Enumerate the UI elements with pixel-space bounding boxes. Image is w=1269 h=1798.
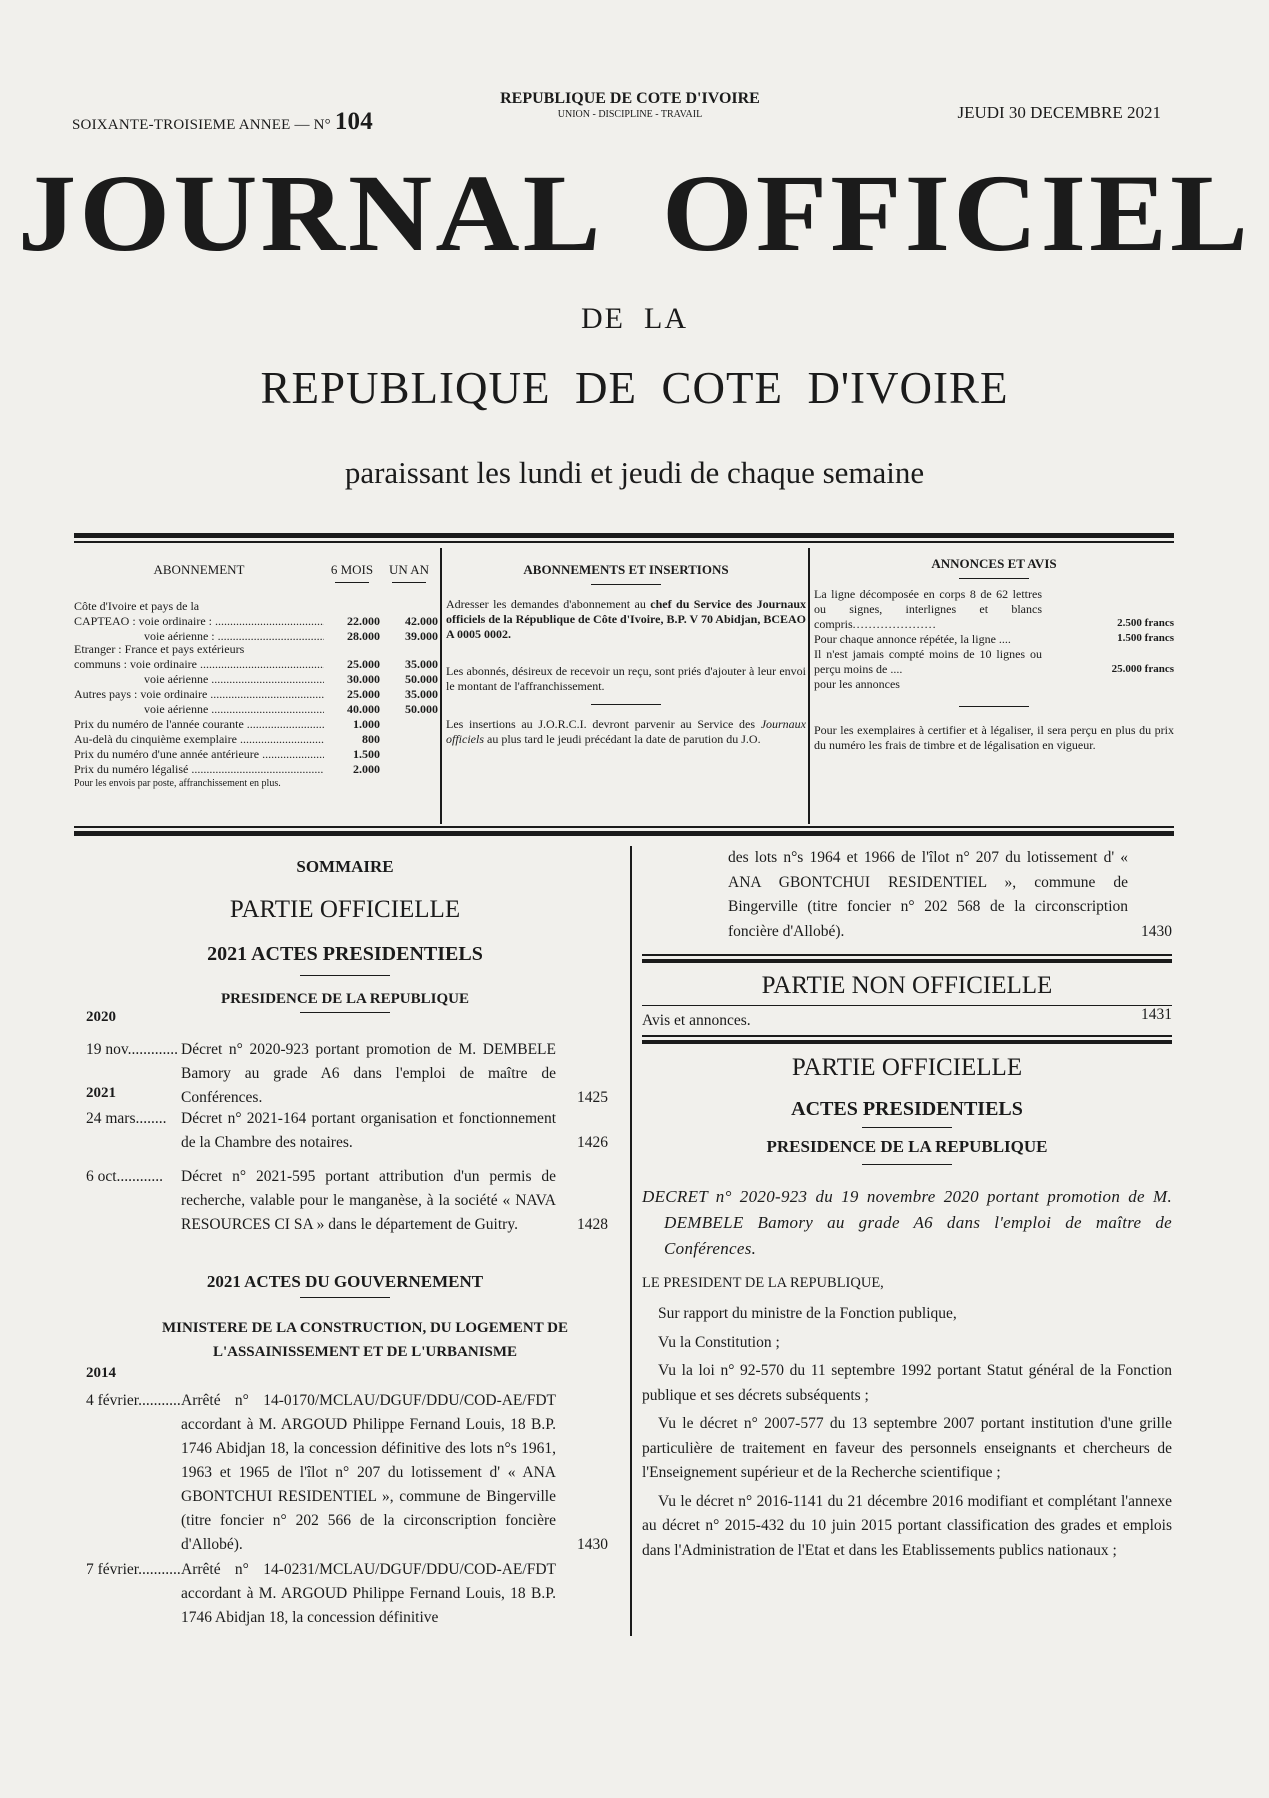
price-label: Prix du numéro légalisé .....	[74, 762, 324, 777]
sommaire-rule-2	[300, 1012, 390, 1013]
edition-label: SOIXANTE-TROISIEME ANNEE — N°	[72, 117, 331, 133]
rate-row	[74, 702, 438, 717]
rate-six-months: 25.000	[347, 687, 380, 702]
sommaire-partie-officielle: PARTIE OFFICIELLE	[229, 896, 461, 923]
year-2021: 2021	[86, 1085, 116, 1101]
box-top-rule-thin	[74, 541, 1174, 543]
right-rule-3	[642, 1035, 1172, 1037]
right-rule-3b	[642, 1040, 1172, 1044]
decree-title: DECRET n° 2020-923 du 19 novembre 2020 portant promotion de M. DEMBELE Bamory au grade A6 dans l'emploi de maître de Conférences.	[642, 1187, 1172, 1258]
deadline-part-b: au plus tard le jeudi précédant la date de parution du J.O.	[487, 732, 761, 747]
entry-date: 7 février...........	[86, 1561, 181, 1578]
decree-paragraph: Vu la Constitution ;	[658, 1333, 780, 1351]
entry-text: Décret n° 2021-164 portant organisation et fonctionnement de la Chambre des notaires.	[181, 1110, 556, 1151]
price-value: 1.000	[353, 717, 380, 732]
rate-one-year: 42.000	[405, 614, 438, 629]
rate-one-year: 50.000	[405, 702, 438, 717]
entry-page: 1425	[577, 1089, 608, 1106]
masthead-republic: REPUBLIQUE DE COTE D'IVOIRE	[260, 363, 1009, 413]
continuation-page: 1430	[1141, 922, 1172, 940]
subscriptions-and-insertions	[446, 548, 806, 820]
rate-label: communs : voie ordinaire .....	[74, 657, 324, 672]
deadline-journals: Journaux officiels	[446, 717, 807, 747]
entry-date: 4 février...........	[86, 1392, 181, 1409]
price-value: 1.500	[353, 747, 380, 762]
insertions-heading: ABONNEMENTS ET INSERTIONS	[523, 562, 729, 577]
masthead-de-la: DE LA	[581, 302, 688, 335]
entry-text: Arrêté n° 14-0170/MCLAU/DGUF/DDU/COD-AE/FDT accordant à M. ARGOUD Philippe Fernand Louis, 18 B.P. 1746 Abidjan 18, la concession définitive des lots n°s 1961, 1963 et 1965 de l'îlot n° 207 du lotissement d' « ANA GBONTCHUI RESIDENTIEL », commune de Bingerville (titre foncier n° 202 566 de la circonscription foncière d'Allobé).	[181, 1392, 556, 1553]
announce-line-rate: La ligne décomposée en corps 8 de 62 lettres ou signes, interlignes et blancs compris	[814, 587, 1042, 632]
decree-body	[642, 1302, 1172, 1563]
right-rule-1	[642, 954, 1172, 956]
price-row	[74, 747, 438, 762]
rate-six-months	[324, 642, 380, 657]
address-lead: Adresser les demandes d'abonnement au	[446, 597, 646, 612]
rate-row	[74, 642, 438, 657]
box-bottom-rule	[74, 826, 1174, 828]
postal-note: Pour les envois par poste, affranchissement en plus.	[74, 778, 281, 790]
sommaire-actes-presidentiels: 2021 ACTES PRESIDENTIELS	[207, 943, 483, 965]
national-motto: UNION - DISCIPLINE - TRAVAIL	[557, 109, 703, 120]
subscription-rates	[74, 548, 438, 820]
rate-label: Etranger : France et pays extérieurs	[74, 642, 245, 657]
price-value: 800	[362, 732, 380, 747]
decree-paragraph: Sur rapport du ministre de la Fonction publique,	[658, 1305, 957, 1322]
actes-presidentiels-heading: ACTES PRESIDENTIELS	[791, 1098, 1023, 1120]
entry-text: Arrêté n° 14-0231/MCLAU/DGUF/DDU/COD-AE/FDT accordant à M. ARGOUD Philippe Fernand Louis, 18 B.P. 1746 Abidjan 18, la concession définitive	[181, 1561, 556, 1626]
year-2020: 2020	[86, 1009, 116, 1025]
right-rule-1b	[642, 959, 1172, 963]
insertion-deadline	[446, 717, 806, 747]
edition-line	[72, 108, 373, 136]
price-label: Prix du numéro d'une année antérieure .....	[74, 747, 324, 762]
entry-page: 1428	[577, 1216, 608, 1233]
sommaire-ministere: MINISTERE DE LA CONSTRUCTION, DU LOGEMENT DE L'ASSAINISSEMENT ET DE L'URBANISME	[161, 1320, 569, 1360]
rate-one-year	[380, 642, 438, 657]
rate-one-year: 35.000	[405, 687, 438, 702]
entry-date: 6 oct............	[86, 1168, 164, 1185]
price-label: Prix du numéro de l'année courante .....	[74, 717, 324, 732]
sommaire-presidence: PRESIDENCE DE LA REPUBLIQUE	[221, 991, 469, 1007]
partie-officielle-heading: PARTIE OFFICIELLE	[791, 1054, 1023, 1081]
right-column	[642, 846, 1172, 944]
decree-paragraph: Vu la loi n° 92-570 du 11 septembre 1992 portant Statut général de la Fonction publique et ses décrets subséquents ;	[642, 1362, 1172, 1404]
rate-label: voie aérienne : .....	[74, 629, 324, 644]
announce-minimum: Il n'est jamais compté moins de 10 lignes ou perçu moins de	[814, 647, 1042, 677]
announce-price-1: 2.500 francs	[1117, 617, 1174, 630]
announce-price-2: 1.500 francs	[1117, 632, 1174, 645]
rate-one-year: 39.000	[405, 629, 438, 644]
announcements-rates: ANNONCES ET AVIS La ligne décomposée en corps 8 de 62 lettres ou signes, interlignes et blancs compris..................... 2.500 francs Pour chaque annonce répétée, la ligne .... 1.500 francs Il n'est jamais compté moins de 10 lignes ou perçu moins de .... 25.000 francs pour les annonces Pour les exemplaires à certifier et à légaliser, il sera perçu en plus du prix du numéro les frais de timbre et de légalisation en vigueur.	[814, 556, 1174, 753]
right-rule-5	[862, 1164, 952, 1165]
right-rule-2	[642, 1005, 1172, 1006]
publication-frequency: paraissant les lundi et jeudi de chaque semaine	[344, 455, 925, 490]
rate-six-months: 28.000	[347, 629, 380, 644]
avis-annonces: Avis et annonces.	[642, 1012, 751, 1029]
rate-row	[74, 672, 438, 687]
rate-six-months: 25.000	[347, 657, 380, 672]
price-label: Au-delà du cinquième exemplaire .....	[74, 732, 324, 747]
box-divider-1	[440, 548, 442, 824]
le-president: LE PRESIDENT DE LA REPUBLIQUE,	[642, 1275, 884, 1291]
col-one-year: UN AN	[388, 562, 430, 577]
price-row	[74, 762, 438, 777]
rate-six-months: 22.000	[347, 614, 380, 629]
rate-row	[74, 687, 438, 702]
rate-six-months: 40.000	[347, 702, 380, 717]
region-cote-label: Côte d'Ivoire et pays de la	[74, 599, 200, 614]
decree-paragraph: Vu le décret n° 2016-1141 du 21 décembre 2016 modifiant et complétant l'annexe au décret n° 2015-432 du 10 juin 2015 portant classification des grades et emplois dans l'Administration de l'Etat et dans les Etablissements publics nationaux ;	[642, 1492, 1172, 1559]
receipt-note: Les abonnés, désireux de recevoir un reçu, sont priés d'ajouter à leur envoi le montant de l'affranchissement.	[446, 664, 806, 694]
rate-rows	[74, 614, 438, 717]
presidence-heading: PRESIDENCE DE LA REPUBLIQUE	[766, 1137, 1048, 1156]
single-issue-prices	[74, 717, 438, 777]
year-2014: 2014	[86, 1365, 116, 1381]
entry-page: 1426	[577, 1134, 608, 1151]
rate-label: voie aérienne .....	[74, 672, 324, 687]
rate-six-months: 30.000	[347, 672, 380, 687]
entry-date: 19 nov.............	[86, 1041, 178, 1058]
announcements-heading: ANNONCES ET AVIS	[931, 556, 1057, 571]
price-row	[74, 717, 438, 732]
entry-page: 1430	[577, 1536, 608, 1553]
entry-text: Décret n° 2020-923 portant promotion de M. DEMBELE Bamory au grade A6 dans l'emploi de maître de Conférences.	[181, 1041, 556, 1106]
subscription-heading: ABONNEMENT	[153, 562, 245, 577]
masthead-title: JOURNAL OFFICIEL	[17, 152, 1252, 274]
col-six-months: 6 MOIS	[330, 562, 374, 577]
rate-label: CAPTEAO : voie ordinaire : .....	[74, 614, 324, 629]
insertions-address	[446, 597, 806, 642]
continuation-text: des lots n°s 1964 et 1966 de l'îlot n° 207 du lotissement d' « ANA GBONTCHUI RESIDENTIEL », commune de Bingerville (titre foncier n° 202 568 de la circonscription foncière d'Allobé).	[728, 849, 1128, 940]
rate-row	[74, 657, 438, 672]
decree-paragraph: Vu le décret n° 2007-577 du 13 septembre 2007 portant institution d'une grille particulière de traitement en faveur des personnels enseignants et chercheurs de l'Enseignement supérieur et de la Recherche scientifique ;	[642, 1415, 1172, 1481]
rate-label: Autres pays : voie ordinaire .....	[74, 687, 324, 702]
sommaire-rule-3	[300, 1297, 390, 1298]
continuation-entry	[642, 846, 1172, 944]
rate-label: voie aérienne .....	[74, 702, 324, 717]
sommaire-rule-1	[300, 975, 390, 976]
right-rule-4	[862, 1127, 952, 1128]
announce-repeat-rate: Pour chaque annonce répétée, la ligne	[814, 632, 996, 647]
issue-number: 104	[334, 108, 373, 135]
deadline-part-a: Les insertions au J.O.R.C.I. devront parvenir au Service des	[446, 717, 755, 732]
announce-minimum-b: pour les annonces	[814, 677, 900, 692]
sommaire-heading: SOMMAIRE	[296, 857, 394, 876]
issue-date: JEUDI 30 DECEMBRE 2021	[957, 103, 1161, 122]
box-divider-2	[808, 548, 810, 824]
rate-one-year: 50.000	[405, 672, 438, 687]
rate-row	[74, 614, 438, 629]
entry-date: 24 mars........	[86, 1110, 167, 1127]
announce-price-3: 25.000 francs	[1111, 663, 1174, 676]
partie-non-officielle: PARTIE NON OFFICIELLE	[761, 972, 1053, 999]
country-name: REPUBLIQUE DE COTE D'IVOIRE	[500, 90, 760, 107]
column-divider	[630, 846, 632, 1636]
entry-text: Décret n° 2021-595 portant attribution d'un permis de recherche, valable pour le manganèse, à la société « NAVA RESOURCES CI SA » dans le département de Guitry.	[181, 1168, 556, 1233]
certification-note: Pour les exemplaires à certifier et à légaliser, il sera perçu en plus du prix du numéro les frais de timbre et de légalisation en vigueur.	[814, 723, 1174, 753]
price-value: 2.000	[353, 762, 380, 777]
price-row	[74, 732, 438, 747]
rate-one-year: 35.000	[405, 657, 438, 672]
country-block	[420, 90, 840, 120]
sommaire-actes-gouvernement: 2021 ACTES DU GOUVERNEMENT	[206, 1272, 484, 1291]
box-bottom-rule-thick	[74, 831, 1174, 836]
avis-page: 1431	[1141, 1006, 1172, 1023]
address-service: chef du Service des Journaux officiels de la République de Côte d'Ivoire, B.P. V 70 Abidjan, BCEAO A 0005 0002.	[446, 597, 806, 642]
box-top-rule	[74, 533, 1174, 538]
